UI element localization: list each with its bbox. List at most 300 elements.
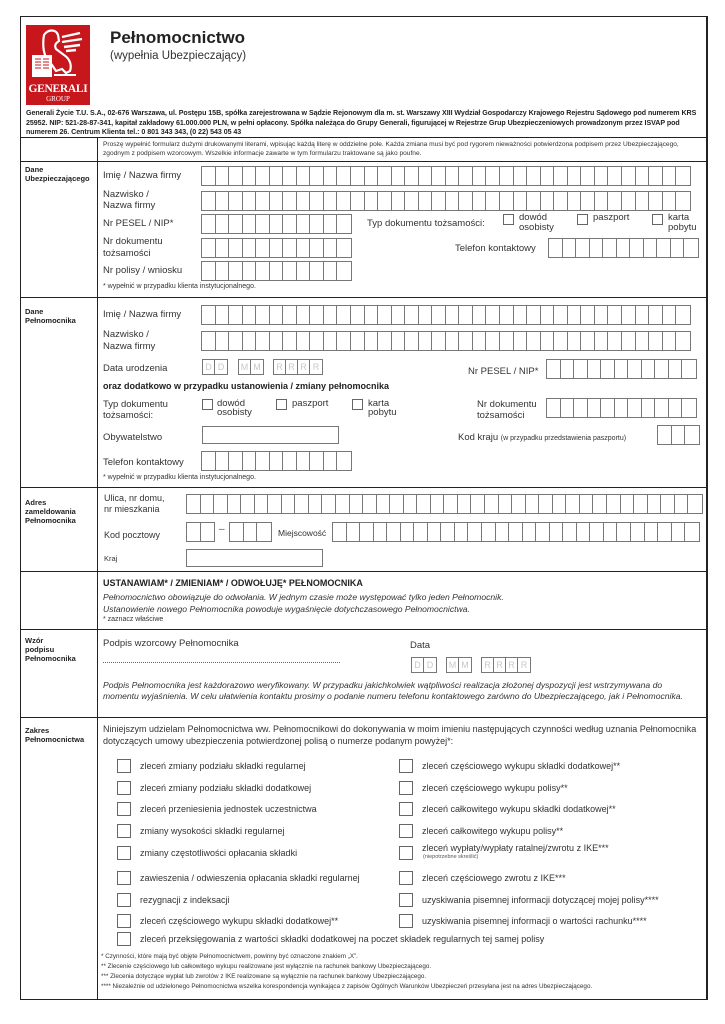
char-cell[interactable]	[500, 167, 514, 185]
char-cell[interactable]	[324, 192, 338, 210]
scope-checkbox-transfer[interactable]	[117, 932, 131, 946]
char-cell[interactable]	[642, 360, 656, 378]
attorney-doc-residence-card-checkbox[interactable]	[352, 399, 363, 410]
attorney-last-name-field[interactable]	[201, 331, 691, 351]
insured-pesel-field[interactable]	[201, 214, 352, 234]
char-cell[interactable]	[297, 239, 311, 257]
char-cell[interactable]	[561, 399, 575, 417]
char-cell[interactable]	[230, 523, 244, 541]
char-cell[interactable]	[337, 306, 351, 324]
char-cell[interactable]	[527, 306, 541, 324]
char-cell[interactable]	[514, 306, 528, 324]
char-cell[interactable]	[432, 306, 446, 324]
city-field[interactable]	[332, 522, 700, 542]
char-cell[interactable]	[645, 523, 659, 541]
char-cell[interactable]	[243, 306, 257, 324]
insured-doc-number-field[interactable]	[201, 238, 352, 258]
char-cell[interactable]	[229, 262, 243, 280]
attorney-first-name-field[interactable]	[201, 305, 691, 325]
char-cell[interactable]	[446, 332, 460, 350]
char-cell[interactable]	[360, 523, 374, 541]
char-cell[interactable]	[536, 523, 550, 541]
postal-code-part2-field[interactable]	[229, 522, 272, 542]
char-cell[interactable]	[622, 192, 636, 210]
char-cell[interactable]	[283, 332, 297, 350]
char-cell[interactable]	[568, 306, 582, 324]
char-cell[interactable]	[458, 495, 472, 513]
char-cell[interactable]	[270, 262, 284, 280]
signature-month-field[interactable]	[446, 657, 472, 673]
char-cell[interactable]	[351, 192, 365, 210]
char-cell[interactable]: M	[447, 658, 459, 672]
char-cell[interactable]	[337, 215, 351, 233]
char-cell[interactable]	[676, 306, 690, 324]
char-cell[interactable]	[419, 192, 433, 210]
char-cell[interactable]	[676, 192, 690, 210]
char-cell[interactable]	[595, 332, 609, 350]
char-cell[interactable]	[663, 332, 677, 350]
char-cell[interactable]	[202, 239, 216, 257]
char-cell[interactable]	[581, 167, 595, 185]
char-cell[interactable]	[500, 306, 514, 324]
char-cell[interactable]	[229, 167, 243, 185]
char-cell[interactable]	[459, 192, 473, 210]
char-cell[interactable]	[310, 262, 324, 280]
char-cell[interactable]	[580, 495, 594, 513]
char-cell[interactable]	[297, 306, 311, 324]
char-cell[interactable]	[601, 399, 615, 417]
char-cell[interactable]	[568, 167, 582, 185]
char-cell[interactable]: D	[412, 658, 424, 672]
char-cell[interactable]	[405, 332, 419, 350]
char-cell[interactable]	[309, 495, 323, 513]
char-cell[interactable]	[523, 523, 537, 541]
char-cell[interactable]	[187, 495, 201, 513]
char-cell[interactable]	[630, 239, 644, 257]
char-cell[interactable]	[405, 192, 419, 210]
char-cell[interactable]	[432, 192, 446, 210]
char-cell[interactable]	[324, 332, 338, 350]
char-cell[interactable]	[608, 192, 622, 210]
insured-first-name-field[interactable]	[201, 166, 691, 186]
char-cell[interactable]	[201, 495, 215, 513]
char-cell[interactable]	[658, 426, 672, 444]
char-cell[interactable]	[663, 192, 677, 210]
char-cell[interactable]	[419, 167, 433, 185]
char-cell[interactable]	[365, 167, 379, 185]
char-cell[interactable]	[682, 399, 696, 417]
char-cell[interactable]	[243, 215, 257, 233]
char-cell[interactable]	[414, 523, 428, 541]
insured-policy-number-field[interactable]	[201, 261, 352, 281]
scope-right-checkbox-6[interactable]	[399, 871, 413, 885]
char-cell[interactable]	[243, 262, 257, 280]
char-cell[interactable]	[563, 523, 577, 541]
char-cell[interactable]	[297, 332, 311, 350]
char-cell[interactable]	[431, 495, 445, 513]
char-cell[interactable]	[608, 332, 622, 350]
char-cell[interactable]	[282, 495, 296, 513]
char-cell[interactable]	[256, 192, 270, 210]
char-cell[interactable]	[336, 495, 350, 513]
char-cell[interactable]	[324, 167, 338, 185]
char-cell[interactable]	[324, 215, 338, 233]
char-cell[interactable]	[377, 495, 391, 513]
char-cell[interactable]	[297, 262, 311, 280]
char-cell[interactable]	[446, 192, 460, 210]
char-cell[interactable]	[459, 332, 473, 350]
char-cell[interactable]	[658, 523, 672, 541]
char-cell[interactable]: D	[217, 362, 225, 372]
char-cell[interactable]: R	[274, 360, 286, 374]
char-cell[interactable]	[419, 306, 433, 324]
scope-left-checkbox-5[interactable]	[117, 846, 131, 860]
attorney-doc-passport-checkbox[interactable]	[276, 399, 287, 410]
attorney-birth-month-field[interactable]	[238, 359, 264, 375]
char-cell[interactable]	[621, 495, 635, 513]
char-cell[interactable]	[310, 452, 324, 470]
char-cell[interactable]	[473, 332, 487, 350]
char-cell[interactable]	[256, 215, 270, 233]
char-cell[interactable]	[663, 167, 677, 185]
char-cell[interactable]	[682, 360, 696, 378]
attorney-doc-number-field[interactable]	[546, 398, 697, 418]
scope-right-checkbox-1[interactable]	[399, 759, 413, 773]
char-cell[interactable]	[684, 239, 698, 257]
char-cell[interactable]	[310, 167, 324, 185]
char-cell[interactable]	[636, 167, 650, 185]
char-cell[interactable]	[201, 523, 215, 541]
char-cell[interactable]	[541, 332, 555, 350]
char-cell[interactable]	[256, 306, 270, 324]
char-cell[interactable]	[588, 360, 602, 378]
char-cell[interactable]	[243, 239, 257, 257]
char-cell[interactable]	[324, 239, 338, 257]
char-cell[interactable]	[541, 306, 555, 324]
char-cell[interactable]	[622, 306, 636, 324]
char-cell[interactable]	[676, 332, 690, 350]
char-cell[interactable]	[485, 495, 499, 513]
char-cell[interactable]	[378, 332, 392, 350]
char-cell[interactable]	[473, 306, 487, 324]
char-cell[interactable]	[669, 399, 683, 417]
char-cell[interactable]	[553, 495, 567, 513]
char-cell[interactable]	[547, 360, 561, 378]
signature-year-field[interactable]	[481, 657, 531, 673]
char-cell[interactable]	[270, 167, 284, 185]
char-cell[interactable]	[363, 495, 377, 513]
char-cell[interactable]	[297, 452, 311, 470]
char-cell[interactable]	[270, 192, 284, 210]
char-cell[interactable]	[499, 495, 513, 513]
char-cell[interactable]: R	[298, 360, 310, 374]
char-cell[interactable]	[202, 167, 216, 185]
char-cell[interactable]	[229, 215, 243, 233]
char-cell[interactable]: R	[286, 360, 298, 374]
char-cell[interactable]: M	[239, 360, 251, 374]
char-cell[interactable]	[405, 167, 419, 185]
action-heading[interactable]: USTANAWIAM* / ZMIENIAM* / ODWOŁUJĘ* PEŁNOMOCNIKA	[103, 578, 363, 588]
char-cell[interactable]	[566, 495, 580, 513]
attorney-birth-day-field[interactable]	[202, 359, 228, 375]
char-cell[interactable]	[392, 192, 406, 210]
char-cell[interactable]	[486, 332, 500, 350]
char-cell[interactable]	[604, 523, 618, 541]
char-cell[interactable]	[257, 523, 271, 541]
char-cell[interactable]	[636, 332, 650, 350]
char-cell[interactable]	[229, 332, 243, 350]
char-cell[interactable]	[671, 239, 685, 257]
char-cell[interactable]	[539, 495, 553, 513]
char-cell[interactable]	[581, 306, 595, 324]
char-cell[interactable]	[636, 306, 650, 324]
char-cell[interactable]: M	[461, 660, 469, 670]
scope-right-checkbox-7[interactable]	[399, 893, 413, 907]
char-cell[interactable]	[404, 495, 418, 513]
char-cell[interactable]	[216, 332, 230, 350]
char-cell[interactable]: R	[482, 658, 494, 672]
scope-left-checkbox-6[interactable]	[117, 871, 131, 885]
char-cell[interactable]	[628, 360, 642, 378]
char-cell[interactable]	[283, 306, 297, 324]
char-cell[interactable]	[390, 495, 404, 513]
char-cell[interactable]: R	[506, 658, 518, 672]
char-cell[interactable]: R	[520, 660, 528, 670]
char-cell[interactable]	[283, 452, 297, 470]
char-cell[interactable]	[514, 167, 528, 185]
char-cell[interactable]	[657, 239, 671, 257]
char-cell[interactable]	[608, 306, 622, 324]
char-cell[interactable]	[297, 215, 311, 233]
char-cell[interactable]	[310, 192, 324, 210]
char-cell[interactable]	[202, 192, 216, 210]
char-cell[interactable]	[216, 192, 230, 210]
attorney-phone-field[interactable]	[201, 451, 352, 471]
char-cell[interactable]	[622, 167, 636, 185]
char-cell[interactable]	[214, 495, 228, 513]
char-cell[interactable]	[202, 452, 216, 470]
char-cell[interactable]	[202, 262, 216, 280]
char-cell[interactable]	[216, 306, 230, 324]
char-cell[interactable]	[216, 452, 230, 470]
char-cell[interactable]	[588, 399, 602, 417]
char-cell[interactable]	[337, 332, 351, 350]
char-cell[interactable]	[405, 306, 419, 324]
char-cell[interactable]	[229, 192, 243, 210]
char-cell[interactable]	[417, 495, 431, 513]
char-cell[interactable]	[676, 167, 690, 185]
char-cell[interactable]	[649, 167, 663, 185]
char-cell[interactable]	[577, 523, 591, 541]
char-cell[interactable]	[310, 306, 324, 324]
char-cell[interactable]	[228, 495, 242, 513]
insured-phone-field[interactable]	[548, 238, 699, 258]
char-cell[interactable]	[500, 192, 514, 210]
char-cell[interactable]	[482, 523, 496, 541]
char-cell[interactable]	[568, 332, 582, 350]
char-cell[interactable]	[468, 523, 482, 541]
attorney-citizenship-field[interactable]	[202, 426, 339, 444]
scope-left-checkbox-7[interactable]	[117, 893, 131, 907]
attorney-country-code-field[interactable]	[657, 425, 700, 445]
char-cell[interactable]	[512, 495, 526, 513]
char-cell[interactable]	[270, 215, 284, 233]
char-cell[interactable]	[615, 360, 629, 378]
char-cell[interactable]	[554, 192, 568, 210]
char-cell[interactable]	[631, 523, 645, 541]
char-cell[interactable]	[526, 495, 540, 513]
char-cell[interactable]	[229, 306, 243, 324]
char-cell[interactable]	[549, 239, 563, 257]
char-cell[interactable]	[401, 523, 415, 541]
char-cell[interactable]	[202, 332, 216, 350]
insured-doc-id-card-checkbox[interactable]	[503, 214, 514, 225]
char-cell[interactable]	[270, 306, 284, 324]
char-cell[interactable]	[554, 306, 568, 324]
char-cell[interactable]	[590, 239, 604, 257]
char-cell[interactable]	[615, 399, 629, 417]
char-cell[interactable]	[202, 306, 216, 324]
char-cell[interactable]	[590, 523, 604, 541]
char-cell[interactable]	[672, 523, 686, 541]
char-cell[interactable]	[270, 239, 284, 257]
attorney-pesel-field[interactable]	[546, 359, 697, 379]
char-cell[interactable]	[446, 306, 460, 324]
char-cell[interactable]	[628, 399, 642, 417]
char-cell[interactable]	[432, 167, 446, 185]
char-cell[interactable]	[297, 192, 311, 210]
char-cell[interactable]	[455, 523, 469, 541]
char-cell[interactable]	[256, 332, 270, 350]
char-cell[interactable]	[324, 452, 338, 470]
char-cell[interactable]	[617, 239, 631, 257]
char-cell[interactable]	[644, 239, 658, 257]
scope-left-checkbox-3[interactable]	[117, 802, 131, 816]
insured-last-name-field[interactable]	[201, 191, 691, 211]
country-field[interactable]	[186, 549, 323, 567]
char-cell[interactable]	[595, 167, 609, 185]
char-cell[interactable]	[603, 239, 617, 257]
char-cell[interactable]	[642, 399, 656, 417]
char-cell[interactable]	[350, 495, 364, 513]
char-cell[interactable]	[392, 332, 406, 350]
char-cell[interactable]	[283, 262, 297, 280]
char-cell[interactable]	[256, 239, 270, 257]
char-cell[interactable]	[283, 239, 297, 257]
char-cell[interactable]	[347, 523, 361, 541]
char-cell[interactable]	[444, 495, 458, 513]
char-cell[interactable]	[243, 452, 257, 470]
char-cell[interactable]	[351, 332, 365, 350]
char-cell[interactable]	[337, 239, 351, 257]
scope-left-checkbox-2[interactable]	[117, 781, 131, 795]
char-cell[interactable]	[324, 306, 338, 324]
char-cell[interactable]	[649, 306, 663, 324]
char-cell[interactable]	[574, 360, 588, 378]
char-cell[interactable]	[268, 495, 282, 513]
char-cell[interactable]	[486, 167, 500, 185]
char-cell[interactable]	[337, 452, 351, 470]
char-cell[interactable]	[337, 167, 351, 185]
char-cell[interactable]	[241, 495, 255, 513]
char-cell[interactable]	[256, 262, 270, 280]
char-cell[interactable]	[216, 215, 230, 233]
char-cell[interactable]	[283, 192, 297, 210]
char-cell[interactable]: R	[494, 658, 506, 672]
scope-right-checkbox-8[interactable]	[399, 914, 413, 928]
char-cell[interactable]	[428, 523, 442, 541]
char-cell[interactable]	[685, 523, 699, 541]
char-cell[interactable]	[283, 215, 297, 233]
char-cell[interactable]	[473, 192, 487, 210]
char-cell[interactable]: R	[312, 362, 320, 372]
char-cell[interactable]	[270, 452, 284, 470]
char-cell[interactable]	[655, 360, 669, 378]
char-cell[interactable]	[500, 332, 514, 350]
char-cell[interactable]	[617, 523, 631, 541]
char-cell[interactable]	[243, 192, 257, 210]
char-cell[interactable]	[322, 495, 336, 513]
char-cell[interactable]	[527, 192, 541, 210]
char-cell[interactable]	[324, 262, 338, 280]
char-cell[interactable]	[419, 332, 433, 350]
char-cell[interactable]	[473, 167, 487, 185]
char-cell[interactable]	[527, 167, 541, 185]
char-cell[interactable]	[608, 167, 622, 185]
char-cell[interactable]	[661, 495, 675, 513]
char-cell[interactable]	[541, 167, 555, 185]
char-cell[interactable]	[216, 239, 230, 257]
char-cell[interactable]	[243, 332, 257, 350]
attorney-doc-id-card-checkbox[interactable]	[202, 399, 213, 410]
char-cell[interactable]	[310, 239, 324, 257]
char-cell[interactable]	[432, 332, 446, 350]
char-cell[interactable]	[561, 360, 575, 378]
insured-doc-residence-card-checkbox[interactable]	[652, 214, 663, 225]
char-cell[interactable]	[550, 523, 564, 541]
scope-right-checkbox-5[interactable]	[399, 846, 413, 860]
char-cell[interactable]	[255, 495, 269, 513]
char-cell[interactable]	[595, 192, 609, 210]
char-cell[interactable]	[675, 495, 689, 513]
char-cell[interactable]	[333, 523, 347, 541]
char-cell[interactable]	[229, 452, 243, 470]
char-cell[interactable]	[509, 523, 523, 541]
char-cell[interactable]	[351, 306, 365, 324]
char-cell[interactable]: M	[253, 362, 261, 372]
char-cell[interactable]	[563, 239, 577, 257]
char-cell[interactable]	[459, 167, 473, 185]
char-cell[interactable]	[607, 495, 621, 513]
char-cell[interactable]	[486, 192, 500, 210]
char-cell[interactable]	[581, 192, 595, 210]
char-cell[interactable]	[547, 399, 561, 417]
char-cell[interactable]	[527, 332, 541, 350]
street-field[interactable]	[186, 494, 703, 514]
char-cell[interactable]	[365, 306, 379, 324]
char-cell[interactable]	[378, 192, 392, 210]
char-cell[interactable]	[378, 167, 392, 185]
char-cell[interactable]	[601, 360, 615, 378]
char-cell[interactable]	[187, 523, 201, 541]
char-cell[interactable]	[229, 239, 243, 257]
postal-code-part1-field[interactable]	[186, 522, 215, 542]
char-cell[interactable]	[655, 399, 669, 417]
char-cell[interactable]	[636, 192, 650, 210]
char-cell[interactable]	[663, 306, 677, 324]
char-cell[interactable]	[202, 215, 216, 233]
char-cell[interactable]	[593, 495, 607, 513]
